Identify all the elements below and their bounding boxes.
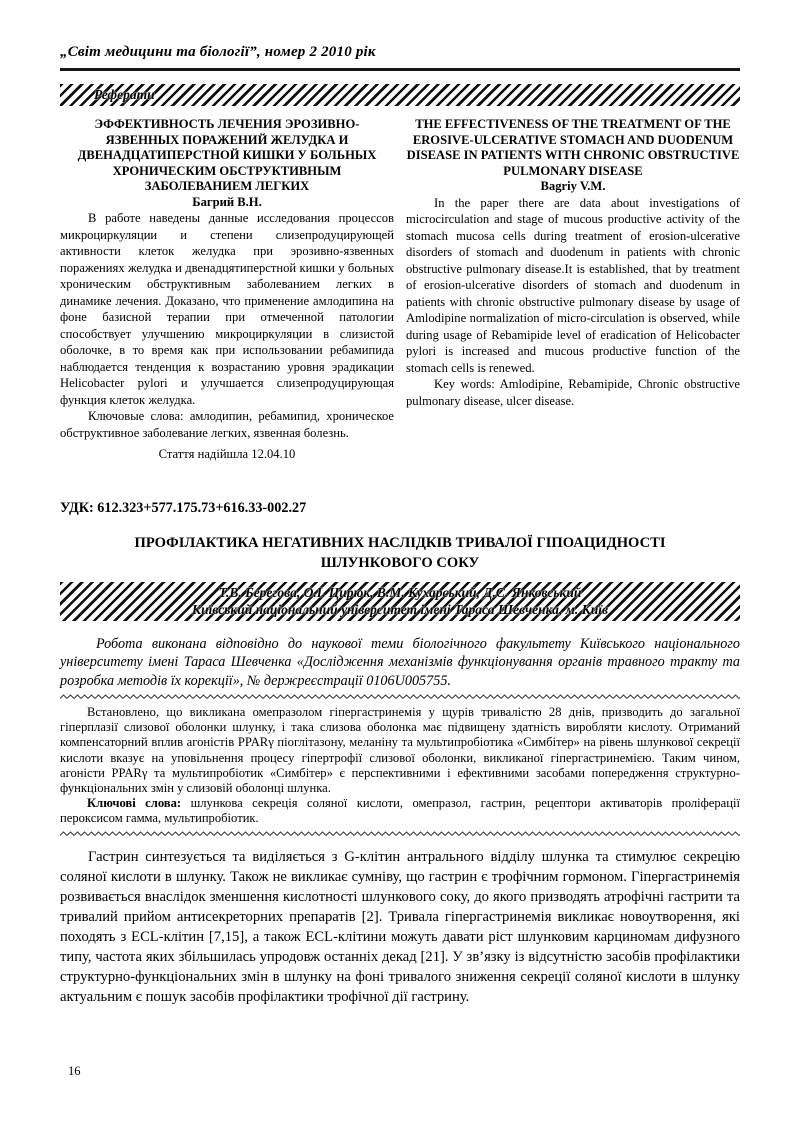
abstract-english [406,117,740,463]
page-number: 16 [68,1064,81,1078]
abstract-russian [60,117,394,463]
zigzag-line [60,694,740,700]
section-band [60,84,740,106]
abstract-ru-body: В работе наведены данные исследования процессов микроциркуляции и степени слизепродуцирующей активности клеток желудка при эрозивно-язвенных поражениях желудка и двенадцятиперстной кишки у больных хроническим обструктивным заболеванием легких в динамике лечения. Доказано, что применение амлодипина на фоне базисной терапии при отмеченной патологии способствует улучшению микроциркуляции в слизистой оболочке, в то время как при использовании ребамипида наблюдается тенденция к возрастанию уровня эрадикации Helicobacter pylori и улучшается слизепродуцирующая функция клеток желудка. [60,211,394,407]
keywords-text: шлункова секреція соляної кислоти, омепразол, гастрин, рецептори активаторів проліферації пероксисом гамма, мультипробіотик. [60,796,740,826]
abstract-en-body: In the paper there are data about investigations of microcirculation and stage of mucous productive activity of the stomach mucosa cells during treatment of erosion-ulcerative disorders of stomach and duodenum in patients with chronic obstructive pulmonary disease.It is established, that by treatment of erosion-ulcerative disorders of stomach and duodenum in patients with chronic obstructive pulmonary disease by usage of Amlodipine normalization of micro-circulation is observed, while during usage of Rebamipide level of eradication of Helicobacter pylori is increased and mucous productive function of the stomach cells is renewed. [406,195,740,375]
abstract-en-title: THE EFFECTIVENESS OF THE TREATMENT OF THE EROSIVE-ULCERATIVE STOMACH AND DUODENUM DISEASE IN PATIENTS WITH CHRONIC OBSTRUCTIVE PULMONARY DISEASE [406,117,740,178]
abstract-ru-keywords: Ключовые слова: амлодипин, ребамипид, хроническое обструктивное заболевание легких, язвенная болезнь. [60,409,394,440]
zigzag-divider-top [60,694,740,700]
article-affiliation: Київський національний університет імені Тараса Шевченка, м. Київ [191,601,609,617]
zigzag-divider-bottom [60,831,740,837]
keywords-label: Ключові слова: [87,796,182,811]
zigzag-line [60,831,740,837]
udc-code: УДК: 612.323+577.175.73+616.33-002.27 [60,499,307,516]
article-title: ПРОФІЛАКТИКА НЕГАТИВНИХ НАСЛІДКІВ ТРИВАЛОЇ ГІПОАЦИДНОСТІ ШЛУНКОВОГО СОКУ [134,534,666,571]
header-rule [60,68,740,71]
authors-band [60,582,740,621]
article-abstract: Встановлено, що викликана омепразолом гіпергастринемія у щурів тривалістю 28 днів, призводить до загальної гіперплазії слизової оболонки шлунку, і така слизова оболонка має підвищену здатність виробляти кислоту. Отриманий компенсаторний вплив агоністів PPARγ піоглітазону, меланіну та мультипробіотика «Симбітер» на рівень шлункової секреції кислоти вказує на уповільнення процесу гіпертрофії слизової оболонки, викликаної гіпергастринемією. Таким чином, агоністи PPARγ та мультипробіотик «Симбітер» є перспективними і ефективними засобами попередження структурно-функціональних змін у слизовій оболонці шлунка. [60,705,740,796]
article-intro-paragraph: Гастрин синтезується та виділяється з G-клітин антрального відділу шлунка та стимулює секрецію соляної кислоти в шлунку. Також не викликає сумніву, що гастрин є трофічним гормоном. Гіпергастринемія розвивається внаслідок зменшення кислотності шлункового соку, до якого призводять атрофічні гастрити та тривалий прийом антисекреторних препаратів [2]. Тривала гіпергастринемія викликає новоутворення, які походять з ECL-клітин [7,15], а також ECL-клітини можуть давати ріст шлунковим карциномам дифузного типу, частота яких збільшилась упродовж останніх декад [21]. У зв’язку із відсутністю засобів профілактики структурно-функціональних змін в шлунку на фоні тривалого зниження секреції соляної кислоти в шлунку актуальним є пошук засобів профілактики трофічної дії гастрину. [60,848,740,1005]
journal-header: „Світ медицини та біології”, номер 2 2010 рік [60,44,376,60]
work-note: Робота виконана відповідно до наукової теми біологічного факультету Київського національного університету імені Тараса Шевченка «Дослідження механізмів функціонування органів травного тракту та розробка методів їх корекції», № держреєстрації 0106U005755. [60,635,740,689]
section-band-label: Реферати [94,87,155,102]
abstract-ru-author: Багрий В.Н. [192,194,262,209]
page-content [60,0,740,1007]
ukrainian-abstract-block [60,705,740,827]
article-received-date: Стаття надійшла 12.04.10 [158,447,296,461]
article-keywords [60,796,740,826]
article-authors: Т.В. Берегова, О.І. Цирюк, В.М. Кухарський, Д.С. Янковський [218,584,582,600]
abstract-en-author: Bagriy V.M. [540,179,606,193]
abstract-en-keywords: Key words: Amlodipine, Rebamipide, Chronic obstructive pulmonary disease, ulcer disease. [406,377,740,408]
abstract-ru-title: ЭФФЕКТИВНОСТЬ ЛЕЧЕНИЯ ЭРОЗИВНО-ЯЗВЕННЫХ ПОРАЖЕНИЙ ЖЕЛУДКА И ДВЕНАДЦАТИПЕРСТНОЙ КИШКИ У БОЛЬНЫХ ХРОНИЧЕСКИМ ОБСТРУКТИВНЫМ ЗАБОЛЕВАНИЕМ ЛЕГКИХ [77,117,377,193]
abstracts-columns [60,117,740,463]
